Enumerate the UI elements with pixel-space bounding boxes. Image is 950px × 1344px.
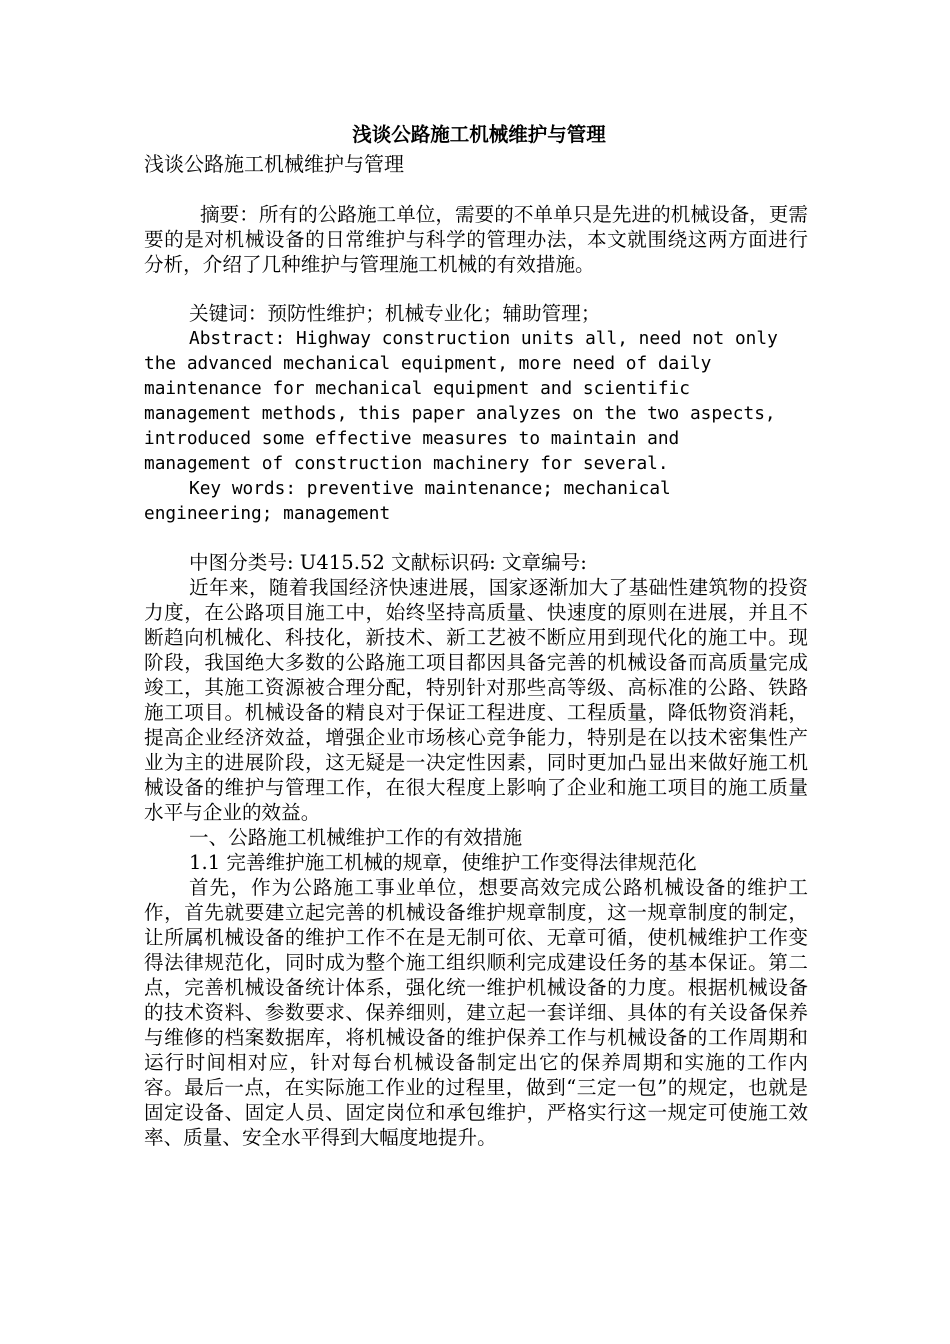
abstract-cn: 摘要：所有的公路施工单位，需要的不单单只是先进的机械设备，更需要的是对机械设备的日常维护与科学的管理办法，本文就围绕这两方面进行分析，介绍了几种维护与管理施工机械的有效措施。: [144, 203, 808, 276]
section-1-1-paragraph: 首先，作为公路施工事业单位，想要高效完成公路机械设备的维护工作，首先就要建立起完善的机械设备维护规章制度，这一规章制度的制定，让所属机械设备的维护工作不在是无制可依、无章可循，使机械维护工作变得法律规范化，同时成为整个施工组织顺利完成建设任务的基本保证。第二点，完善机械设备统计体系，强化统一维护机械设备的力度。根据机械设备的技术资料、参数要求、保养细则，建立起一套详细、具体的有关设备保养与维修的档案数据库，将机械设备的维护保养工作与机械设备的工作周期和运行时间相对应，针对每台机械设备制定出它的保养周期和实施的工作内容。最后一点，在实际施工作业的过程里，做到“三定一包”的规定，也就是固定设备、固定人员、固定岗位和承包维护，严格实行这一规定可使施工效率、质量、安全水平得到大幅度地提升。: [144, 876, 808, 1149]
keywords-en-line: engineering; management: [144, 503, 391, 524]
document-title: 浅谈公路施工机械维护与管理: [352, 123, 606, 146]
abstract-en-line: maintenance for mechanical equipment and scientific: [144, 378, 690, 399]
abstract-en-line: Abstract: Highway construction units all, need not only: [189, 328, 778, 349]
abstract-en-line: management methods, this paper analyzes on the two aspects,: [144, 403, 776, 424]
classification-line: 中图分类号: U415.52 文献标识码: 文章编号:: [189, 551, 587, 574]
abstract-en: [144, 326, 808, 476]
abstract-en-line: the advanced mechanical equipment, more need of daily: [144, 353, 712, 374]
blank-line: [144, 526, 808, 550]
document-subtitle: 浅谈公路施工机械维护与管理: [144, 152, 404, 176]
intro-paragraph: 近年来，随着我国经济快速进展，国家逐渐加大了基础性建筑物的投资力度，在公路项目施工中，始终坚持高质量、快速度的原则在进展，并且不断趋向机械化、科技化，新技术、新工艺被不断应用到现代化的施工中。现阶段，我国绝大多数的公路施工项目都因具备完善的机械设备而高质量完成竣工，其施工资源被合理分配，特别针对那些高等级、高标准的公路、铁路施工项目。机械设备的精良对于保证工程进度、工程质量，降低物资消耗，提高企业经济效益，增强企业市场核心竞争能力，特别是在以技术密集性产业为主的进展阶段，这无疑是一决定性因素，同时更加凸显出来做好施工机械设备的维护与管理工作，在很大程度上影响了企业和施工项目的施工质量水平与企业的效益。: [144, 576, 808, 824]
keywords-en: [144, 476, 808, 526]
document-page: [144, 120, 808, 1150]
section-1-1-heading: 1.1 完善维护施工机械的规章，使维护工作变得法律规范化: [189, 851, 697, 874]
abstract-en-line: introduced some effective measures to maintain and: [144, 428, 680, 449]
section-1-heading: 一、公路施工机械维护工作的有效措施: [189, 826, 523, 849]
keywords-cn: 关键词：预防性维护；机械专业化；辅助管理；: [189, 302, 601, 325]
keywords-en-line: Key words: preventive maintenance; mechanical: [189, 478, 671, 499]
abstract-en-line: management of construction machinery for several.: [144, 453, 669, 474]
blank-line: [144, 277, 808, 301]
blank-line: [144, 178, 808, 202]
